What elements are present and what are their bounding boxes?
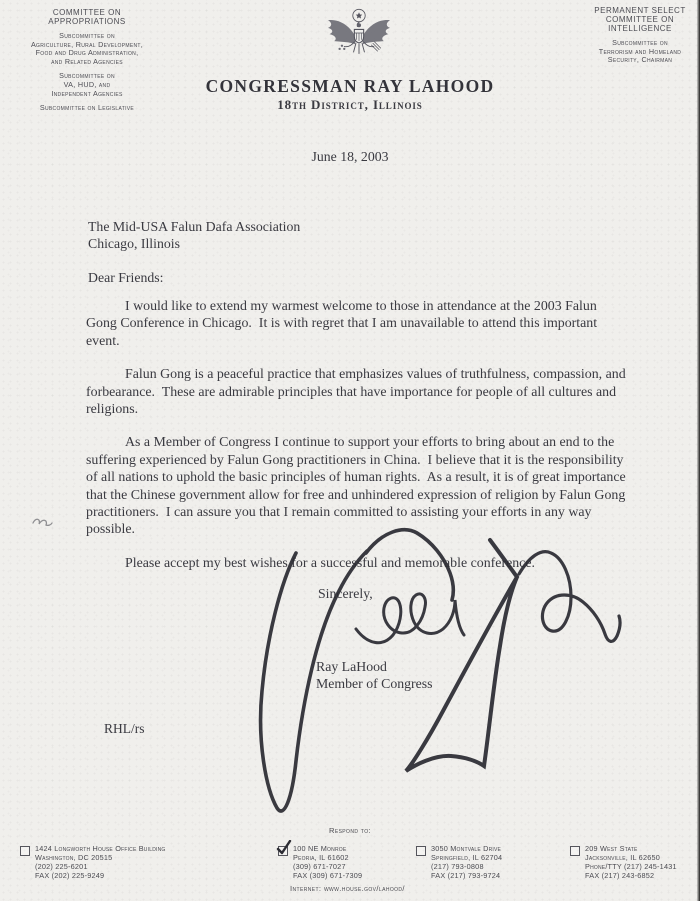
subcommittee-line: Subcommittee on <box>59 71 115 81</box>
office-address-springfield <box>416 845 502 881</box>
office-line: Peoria, IL 61602 <box>293 852 349 862</box>
office-line: (202) 225-6201 <box>35 861 88 871</box>
committee-title-line: APPROPRIATIONS <box>48 17 126 26</box>
subcommittee-group <box>8 32 166 66</box>
office-line: FAX (309) 671-7309 <box>293 870 363 880</box>
checkmark-icon <box>276 840 292 856</box>
office-line: 100 NE Monroe <box>293 844 347 853</box>
paragraph: I would like to extend my warmest welcome to those in attendance at the 2003 Falun Gong Conference in Chicago. It is with regret that I am unavailable to attend this important event. <box>86 299 601 349</box>
office-line: FAX (217) 793-9724 <box>431 870 501 880</box>
office-line: FAX (217) 243-6852 <box>585 870 655 880</box>
recipient-address <box>88 218 300 253</box>
office-address-jacksonville <box>570 845 677 881</box>
subcommittee-line: Subcommittee on <box>59 31 115 40</box>
subcommittee-line: Independent Agencies <box>51 88 123 98</box>
letter-date: June 18, 2003 <box>311 149 389 164</box>
internet-url-line: Internet: www.house.gov/lahood/ <box>290 884 405 893</box>
office-address-peoria <box>278 845 362 881</box>
office-line: 1424 Longworth House Office Building <box>35 844 166 853</box>
salutation: Dear Friends: <box>88 270 164 285</box>
office-line: 3050 Montvale Drive <box>431 844 502 853</box>
office-line: Springfield, IL 62704 <box>431 852 503 862</box>
reference-initials: RHL/rs <box>104 721 145 736</box>
subcommittee-line: and Related Agencies <box>51 56 123 66</box>
congressman-name-heading: CONGRESSMAN RAY LAHOOD <box>205 76 495 96</box>
committee-title-line: INTELLIGENCE <box>608 24 672 33</box>
subcommittee-line: Food and Drug Administration, <box>35 48 139 58</box>
margin-pencil-mark <box>33 519 52 525</box>
letter-body <box>86 298 630 588</box>
subcommittee-group <box>584 39 696 65</box>
respond-checkbox <box>570 846 580 856</box>
subcommittee-line: VA, HUD, and <box>63 79 111 89</box>
respond-to-label: Respond to: <box>328 826 372 835</box>
office-line: (309) 671-7027 <box>293 861 346 871</box>
office-line: FAX (202) 225-9249 <box>35 870 105 880</box>
district-subheading: 18th District, Illinois <box>277 97 423 112</box>
recipient-line: Chicago, Illinois <box>88 236 180 252</box>
subcommittee-line: Agriculture, Rural Development, <box>30 39 144 49</box>
paragraph: Please accept my best wishes for a successful and memorable conference. <box>125 555 535 571</box>
recipient-line: The Mid-USA Falun Dafa Association <box>88 219 301 234</box>
respond-checkbox <box>20 846 30 856</box>
great-seal-eagle-icon <box>320 7 398 69</box>
paragraph: Falun Gong is a peaceful practice that emphasizes values of truthfulness, compassion, and forbearance. These are admirable principles that have importance for people of all cultures and religions. <box>86 367 630 418</box>
subcommittee-line: Subcommittee on Legislative <box>39 103 135 113</box>
subcommittee-line: Security, Chairman <box>607 55 673 65</box>
respond-checkbox-checked <box>278 846 288 856</box>
subcommittee-line: Subcommittee on <box>612 38 668 47</box>
committee-title-line: PERMANENT SELECT <box>594 6 686 15</box>
signer-name: Ray LaHood <box>316 659 387 674</box>
office-line: Washington, DC 20515 <box>35 852 113 862</box>
paragraph: As a Member of Congress I continue to support your efforts to bring about an end to the suffering experienced by Falun Gong practitioners in China. I believe that it is the responsibility of all nations to uphold the basic principles of human rights. As a result, it is of great importance that the Chinese government allow for free and unhindered expression of religion by Falun Gong practitioners. I can assure you that I remain committed to assisting your efforts in any way possible. <box>86 435 630 538</box>
office-line: Phone/TTY (217) 245-1431 <box>585 861 677 871</box>
office-address-washington <box>20 845 166 881</box>
closing-salutation: Sincerely, <box>318 586 373 601</box>
committee-title-line: COMMITTEE ON <box>605 15 675 24</box>
signer-title: Member of Congress <box>316 676 433 692</box>
signature-block-text <box>316 658 433 693</box>
committee-title-line: COMMITTEE ON <box>52 8 122 17</box>
office-line: (217) 793-0808 <box>431 861 484 871</box>
office-line: 209 West State <box>585 844 638 853</box>
right-committee-block <box>584 6 696 65</box>
subcommittee-line: Terrorism and Homeland <box>598 46 682 56</box>
office-line: Jacksonville, IL 62650 <box>585 852 660 862</box>
respond-checkbox <box>416 846 426 856</box>
